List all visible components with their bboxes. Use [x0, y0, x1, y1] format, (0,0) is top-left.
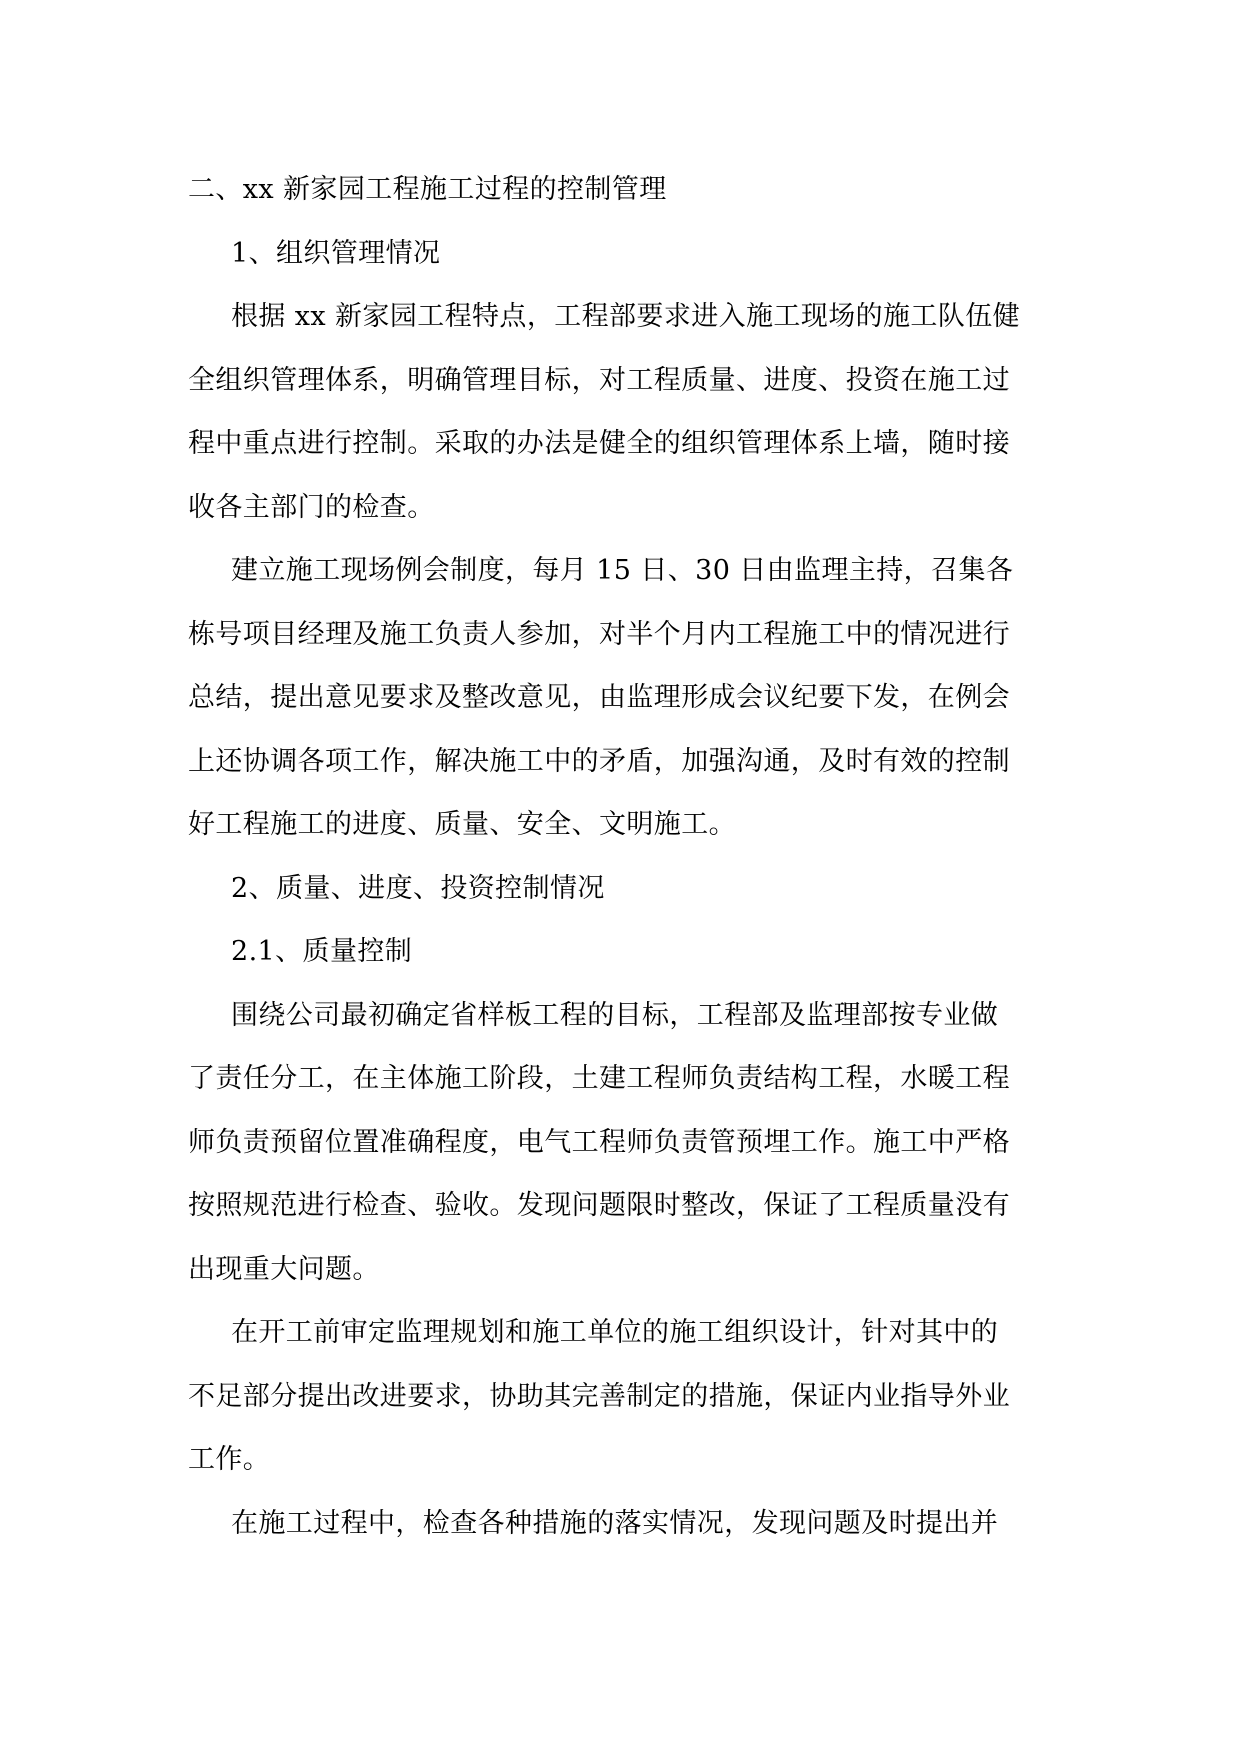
subsection-heading: 2.1、质量控制: [231, 936, 413, 967]
paragraph-line: 栋号项目经理及施工负责人参加，对半个月内工程施工中的情况进行: [188, 618, 1010, 650]
paragraph-line: 工作。: [188, 1444, 271, 1475]
paragraph-line: 在施工过程中，检查各种措施的落实情况，发现问题及时提出并: [231, 1507, 999, 1539]
paragraph-line: 根据 xx 新家园工程特点，工程部要求进入施工现场的施工队伍健: [231, 301, 1021, 332]
paragraph-line: 出现重大问题。: [188, 1253, 380, 1285]
subsection-heading: 2、质量、进度、投资控制情况: [231, 872, 605, 904]
paragraph-line: 不足部分提出改进要求，协助其完善制定的措施，保证内业指导外业: [188, 1380, 1010, 1412]
paragraph-line: 师负责预留位置准确程度，电气工程师负责管预埋工作。施工中严格: [188, 1126, 1010, 1158]
paragraph-line: 总结，提出意见要求及整改意见，由监理形成会议纪要下发，在例会: [188, 682, 1010, 713]
document-body: [188, 158, 1054, 1555]
paragraph-line: 建立施工现场例会制度，每月 15 日、30 日由监理主持，召集各: [231, 555, 1014, 586]
section-heading: 二、xx 新家园工程施工过程的控制管理: [188, 174, 667, 205]
subsection-heading: 1、组织管理情况: [231, 237, 441, 269]
paragraph-line: 围绕公司最初确定省样板工程的目标，工程部及监理部按专业做: [231, 999, 999, 1031]
paragraph-line: 好工程施工的进度、质量、安全、文明施工。: [188, 809, 736, 840]
paragraph-line: 收各主部门的检查。: [188, 491, 435, 523]
paragraph-line: 上还协调各项工作，解决施工中的矛盾，加强沟通，及时有效的控制: [188, 745, 1010, 777]
paragraph-line: 按照规范进行检查、验收。发现问题限时整改，保证了工程质量没有: [188, 1190, 1010, 1221]
paragraph-line: 了责任分工，在主体施工阶段，土建工程师负责结构工程，水暖工程: [188, 1063, 1010, 1094]
paragraph-line: 在开工前审定监理规划和施工单位的施工组织设计，针对其中的: [231, 1317, 999, 1348]
paragraph-line: 全组织管理体系，明确管理目标，对工程质量、进度、投资在施工过: [188, 364, 1010, 396]
paragraph-line: 程中重点进行控制。采取的办法是健全的组织管理体系上墙，随时接: [188, 428, 1010, 459]
